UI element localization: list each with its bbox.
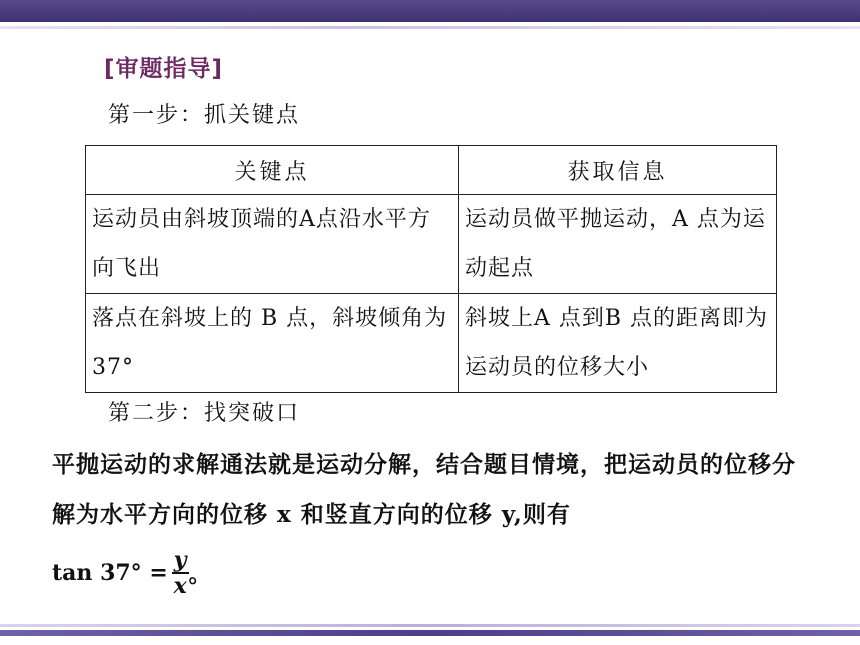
bottom-banner xyxy=(0,630,860,636)
step-two-label: 第二步：找突破口 xyxy=(108,401,301,426)
table-cell: 斜坡上A 点到B 点的距离即为运动员的位移大小 xyxy=(459,294,777,393)
table-cell: 运动员由斜坡顶端的A点沿水平方向飞出 xyxy=(86,195,459,294)
fraction xyxy=(172,548,189,598)
bottom-divider xyxy=(0,624,860,627)
tangent-formula xyxy=(52,548,211,598)
top-banner xyxy=(0,0,860,22)
table-row xyxy=(86,195,777,294)
table-cell: 运动员做平抛运动，A 点为运动起点 xyxy=(459,195,777,294)
formula-lhs: tan 37° = xyxy=(52,560,168,586)
fraction-denominator: x xyxy=(173,573,187,599)
header-obtained-info: 获取信息 xyxy=(459,146,777,195)
table-row xyxy=(86,294,777,393)
section-heading: [审题指导] xyxy=(104,56,224,82)
step-one-label: 第一步：抓关键点 xyxy=(108,103,301,128)
key-points-table xyxy=(85,145,777,393)
table-cell: 落点在斜坡上的 B 点，斜坡倾角为 37° xyxy=(86,294,459,393)
formula-end: 。 xyxy=(188,561,211,588)
top-divider xyxy=(0,26,860,29)
fraction-numerator: y xyxy=(173,547,187,573)
header-key-points: 关键点 xyxy=(86,146,459,195)
explanation-paragraph: 平抛运动的求解通法就是运动分解，结合题目情境，把运动员的位移分解为水平方向的位移 x 和竖直方向的位移 y,则有 xyxy=(52,451,796,528)
table-header-row xyxy=(86,146,777,195)
